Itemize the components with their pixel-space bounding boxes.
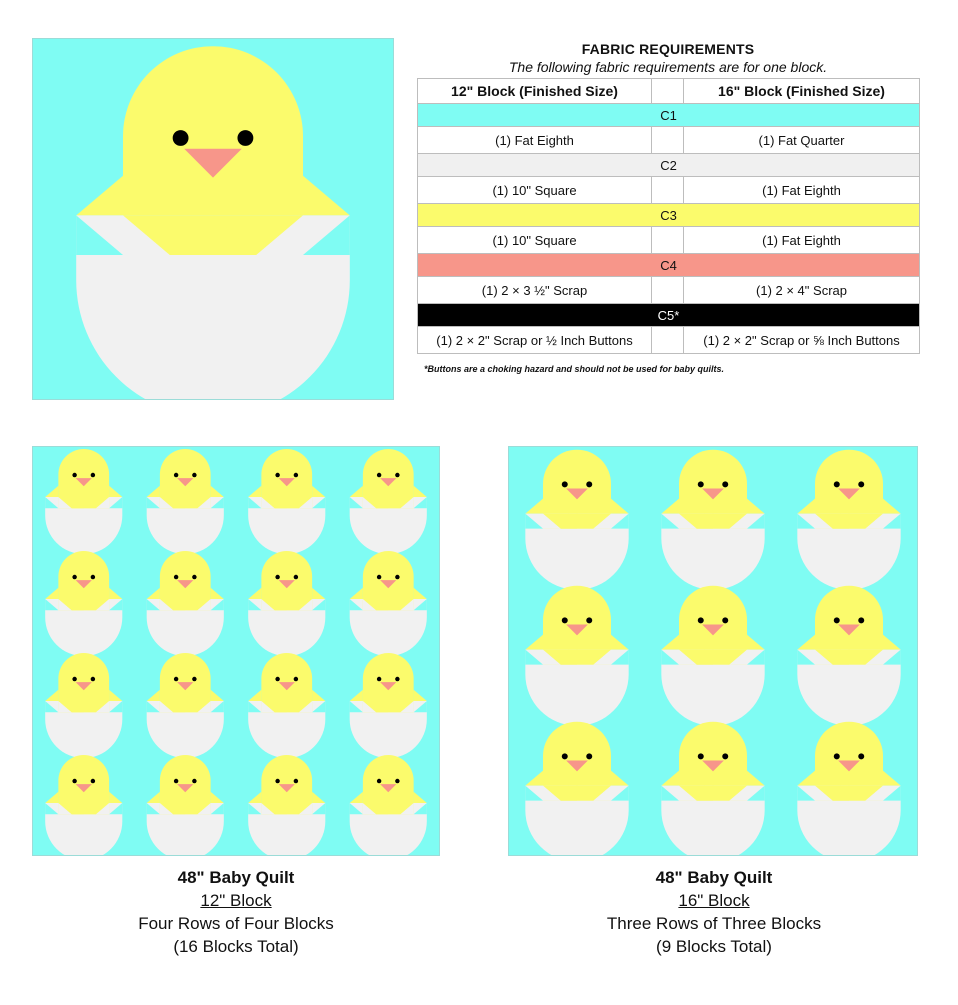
chick-wing-right: [747, 771, 765, 786]
quilt-block: [350, 653, 427, 758]
quilt-block: [661, 586, 764, 726]
chick-eye-right: [91, 473, 95, 477]
chick-eye-right: [91, 575, 95, 579]
chick-wing-right: [109, 588, 122, 599]
amount-gap: [652, 127, 684, 154]
chick-head: [679, 450, 747, 514]
chick-wing-right: [109, 792, 122, 803]
quilt-12-block-size: 12" Block: [200, 891, 272, 910]
chick-eye-right: [192, 575, 196, 579]
chick-wing-left: [797, 499, 815, 514]
requirements-title: FABRIC REQUIREMENTS: [581, 41, 755, 57]
chick-wing-right: [414, 486, 427, 497]
chick-eye-left: [174, 575, 178, 579]
amount-12-block: (1) 10" Square: [418, 177, 652, 204]
chick-head: [160, 653, 211, 701]
chick-eye-left: [377, 473, 381, 477]
fabric-color-label: C2: [418, 154, 920, 177]
chick-wing-left: [248, 690, 261, 701]
chick-wing-right: [747, 499, 765, 514]
quilt-16-block-size: 16" Block: [678, 891, 750, 910]
quilt-block: [525, 722, 628, 855]
chick-wing-left: [525, 635, 543, 650]
chick-eye-right: [586, 753, 592, 759]
amount-row-4: [418, 277, 920, 304]
chick-eye-right: [91, 779, 95, 783]
chick-eye-right: [192, 677, 196, 681]
color-row-4: [418, 254, 920, 277]
chick-eye-right: [395, 779, 399, 783]
chick-eye-right: [722, 481, 728, 487]
chick-head: [815, 722, 883, 786]
chick-wing-left: [248, 588, 261, 599]
amount-16-block: (1) Fat Eighth: [684, 177, 920, 204]
chick-wing-left: [797, 771, 815, 786]
amount-row-5: [418, 327, 920, 354]
header-12-block: 12" Block (Finished Size): [418, 79, 652, 104]
chick-block-svg: [33, 39, 393, 399]
chick-wing-right: [883, 499, 901, 514]
chick-head: [58, 755, 109, 803]
chick-eye-left: [377, 677, 381, 681]
quilt-block: [797, 450, 900, 590]
quilt-block: [661, 450, 764, 590]
amount-16-block: (1) Fat Eighth: [684, 227, 920, 254]
chick-eye-right: [395, 575, 399, 579]
chick-wing-right: [414, 588, 427, 599]
amount-12-block: (1) 2 × 3 ½" Scrap: [418, 277, 652, 304]
chick-eye-right: [294, 575, 298, 579]
quilt-block: [147, 653, 224, 758]
quilt-block: [248, 449, 325, 554]
fabric-requirements: [417, 38, 919, 374]
chick-wing-left: [797, 635, 815, 650]
amount-row-1: [418, 127, 920, 154]
chick-wing-right: [611, 771, 629, 786]
quilt-block: [797, 586, 900, 726]
chick-head: [261, 551, 312, 599]
chick-eye-left: [72, 473, 76, 477]
chick-eye-left: [275, 779, 279, 783]
chick-eye-left: [275, 677, 279, 681]
amount-gap: [652, 177, 684, 204]
fabric-color-label: C1: [418, 104, 920, 127]
chick-block-illustration: [32, 38, 394, 400]
amount-gap: [652, 227, 684, 254]
chick-eye-left: [834, 753, 840, 759]
chick-eye-right: [192, 473, 196, 477]
chick-head: [123, 46, 303, 215]
amount-gap: [652, 277, 684, 304]
chick-wing-right: [611, 635, 629, 650]
chick-wing-left: [45, 690, 58, 701]
chick-head: [363, 551, 414, 599]
amount-16-block: (1) Fat Quarter: [684, 127, 920, 154]
chick-eye-right: [722, 753, 728, 759]
chick-wing-left: [350, 588, 363, 599]
chick-head: [58, 551, 109, 599]
quilt-block: [45, 653, 122, 758]
chick-wing-left: [147, 486, 160, 497]
chick-eye-left: [174, 677, 178, 681]
chick-eye-left: [275, 575, 279, 579]
chick-eye-right: [395, 473, 399, 477]
chick-eye-right: [294, 779, 298, 783]
requirements-subtitle: The following fabric requirements are for one block.: [508, 59, 828, 75]
chick-eye-right: [586, 481, 592, 487]
chick-wing-right: [611, 499, 629, 514]
chick-head: [363, 653, 414, 701]
quilt-block: [350, 755, 427, 855]
amount-row-3: [418, 227, 920, 254]
chick-wing-right: [414, 690, 427, 701]
chick-eye-left: [174, 473, 178, 477]
quilt-block: [248, 755, 325, 855]
chick-head: [679, 722, 747, 786]
chick-wing-left: [661, 635, 679, 650]
quilt-block: [350, 449, 427, 554]
chick-eye-left: [698, 617, 704, 623]
color-row-5: [418, 304, 920, 327]
chick-eye-right: [858, 753, 864, 759]
chick-head: [261, 755, 312, 803]
quilt-block: [248, 653, 325, 758]
quilt-12-caption: [32, 866, 440, 958]
quilt-block: [147, 755, 224, 855]
chick-wing-right: [312, 690, 325, 701]
header-gap: [652, 79, 684, 104]
chick-wing-left: [147, 792, 160, 803]
chick-head: [58, 449, 109, 497]
chick-wing-right: [211, 588, 224, 599]
amount-16-block: (1) 2 × 4" Scrap: [684, 277, 920, 304]
chick-head: [58, 653, 109, 701]
quilt-16-inch-layout: [508, 446, 918, 856]
chick-head: [160, 449, 211, 497]
color-row-3: [418, 204, 920, 227]
fabric-color-label: C3: [418, 204, 920, 227]
chick-eye-left: [173, 130, 189, 146]
chick-wing-left: [661, 499, 679, 514]
chick-head: [160, 551, 211, 599]
quilt-12-layout-text: Four Rows of Four Blocks: [138, 914, 334, 933]
quilt-block: [525, 450, 628, 590]
chick-eye-left: [698, 753, 704, 759]
header-16-block: 16" Block (Finished Size): [684, 79, 920, 104]
quilt-12-svg: [33, 447, 439, 855]
quilt-block: [45, 551, 122, 656]
quilt-12-inch-layout: [32, 446, 440, 856]
chick-eye-left: [72, 575, 76, 579]
quilt-12-total: (16 Blocks Total): [173, 937, 299, 956]
chick-eye-left: [275, 473, 279, 477]
quilt-16-caption: [510, 866, 918, 958]
fabric-color-label: C5*: [418, 304, 920, 327]
chick-wing-left: [248, 486, 261, 497]
amount-row-2: [418, 177, 920, 204]
chick-head: [363, 449, 414, 497]
chick-wing-left: [248, 792, 261, 803]
chick-eye-left: [72, 779, 76, 783]
chick-eye-right: [858, 617, 864, 623]
chick-head: [543, 586, 611, 650]
chick-eye-right: [91, 677, 95, 681]
quilt-block: [147, 449, 224, 554]
quilt-16-layout-text: Three Rows of Three Blocks: [606, 914, 822, 933]
chick-wing-left: [350, 486, 363, 497]
quilt-block: [350, 551, 427, 656]
chick-wing-left: [661, 771, 679, 786]
chick-eye-left: [562, 481, 568, 487]
chick-wing-left: [525, 771, 543, 786]
chick-wing-right: [211, 690, 224, 701]
quilt-16-title: 48" Baby Quilt: [655, 868, 773, 887]
chick-eye-right: [237, 130, 253, 146]
quilt-block: [797, 722, 900, 855]
chick-wing-right: [109, 486, 122, 497]
amount-16-block: (1) 2 × 2" Scrap or ⅝ Inch Buttons: [684, 327, 920, 354]
chick-eye-right: [858, 481, 864, 487]
chick-head: [815, 450, 883, 514]
chick-eye-left: [562, 753, 568, 759]
chick-wing-right: [211, 792, 224, 803]
chick-eye-left: [377, 779, 381, 783]
chick-eye-right: [586, 617, 592, 623]
chick-eye-left: [834, 481, 840, 487]
chick-wing-right: [109, 690, 122, 701]
chick-wing-right: [414, 792, 427, 803]
color-row-2: [418, 154, 920, 177]
chick-eye-left: [698, 481, 704, 487]
chick-head: [261, 449, 312, 497]
chick-eye-left: [377, 575, 381, 579]
color-row-1: [418, 104, 920, 127]
chick-head: [815, 586, 883, 650]
chick-eye-left: [72, 677, 76, 681]
chick-wing-left: [147, 588, 160, 599]
fabric-table: [417, 78, 920, 354]
chick-wing-left: [350, 690, 363, 701]
chick-eye-left: [562, 617, 568, 623]
amount-12-block: (1) Fat Eighth: [418, 127, 652, 154]
chick-wing-left: [147, 690, 160, 701]
chick-wing-right: [883, 771, 901, 786]
chick-wing-left: [45, 792, 58, 803]
chick-wing-left: [525, 499, 543, 514]
quilt-12-title: 48" Baby Quilt: [177, 868, 295, 887]
chick-eye-left: [834, 617, 840, 623]
chick-eye-right: [395, 677, 399, 681]
chick-wing-left: [45, 486, 58, 497]
fabric-color-label: C4: [418, 254, 920, 277]
chick-wing-right: [747, 635, 765, 650]
chick-head: [543, 722, 611, 786]
chick-eye-left: [174, 779, 178, 783]
buttons-footnote: *Buttons are a choking hazard and should not be used for baby quilts.: [424, 364, 725, 374]
amount-12-block: (1) 10" Square: [418, 227, 652, 254]
quilt-block: [661, 722, 764, 855]
chick-head: [679, 586, 747, 650]
chick-wing-right: [211, 486, 224, 497]
amount-12-block: (1) 2 × 2" Scrap or ½ Inch Buttons: [418, 327, 652, 354]
quilt-block: [147, 551, 224, 656]
quilt-block: [248, 551, 325, 656]
chick-eye-right: [294, 677, 298, 681]
chick-wing-right: [312, 486, 325, 497]
chick-wing-right: [883, 635, 901, 650]
fabric-table-body: [418, 104, 920, 354]
chick-eye-right: [294, 473, 298, 477]
chick-wing-left: [76, 176, 123, 216]
chick-wing-right: [312, 588, 325, 599]
chick-head: [261, 653, 312, 701]
quilt-block: [45, 449, 122, 554]
chick-wing-left: [45, 588, 58, 599]
table-header-row: [418, 79, 920, 104]
chick-head: [363, 755, 414, 803]
amount-gap: [652, 327, 684, 354]
chick-motif: [76, 46, 350, 399]
quilt-16-total: (9 Blocks Total): [656, 937, 772, 956]
chick-eye-right: [192, 779, 196, 783]
chick-wing-left: [350, 792, 363, 803]
quilt-block: [45, 755, 122, 855]
chick-eye-right: [722, 617, 728, 623]
quilt-block: [525, 586, 628, 726]
chick-head: [543, 450, 611, 514]
quilt-16-svg: [509, 447, 917, 855]
chick-wing-right: [303, 176, 350, 216]
chick-wing-right: [312, 792, 325, 803]
chick-head: [160, 755, 211, 803]
